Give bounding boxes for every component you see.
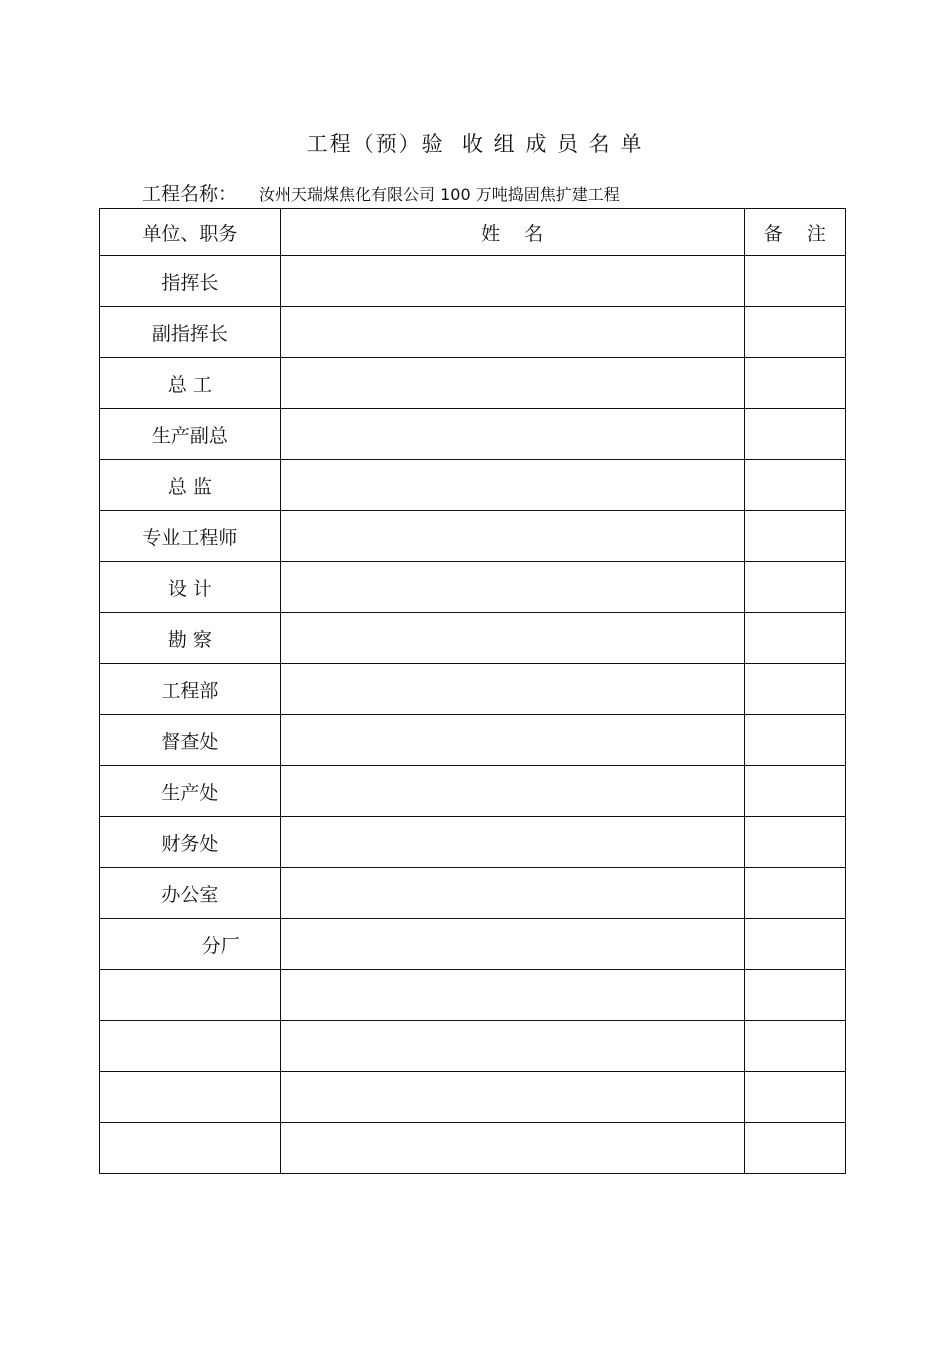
- table-row: [100, 664, 846, 715]
- role-cell: 副指挥长: [100, 307, 281, 358]
- role-cell: 指挥长: [100, 256, 281, 307]
- header-name: 姓 名: [280, 209, 744, 256]
- note-cell[interactable]: [744, 409, 845, 460]
- role-cell: 总 工: [100, 358, 281, 409]
- header-role: 单位、职务: [100, 209, 281, 256]
- name-cell[interactable]: [280, 562, 744, 613]
- note-cell[interactable]: [744, 511, 845, 562]
- note-cell[interactable]: [744, 358, 845, 409]
- name-cell[interactable]: [280, 256, 744, 307]
- table-row: [100, 460, 846, 511]
- note-cell[interactable]: [744, 460, 845, 511]
- note-cell[interactable]: [744, 715, 845, 766]
- role-cell: 设 计: [100, 562, 281, 613]
- document-title: 工程（预）验 收 组 成 员 名 单: [306, 132, 644, 156]
- role-cell: 工程部: [100, 664, 281, 715]
- header-note: 备 注: [744, 209, 845, 256]
- table-row: [100, 970, 846, 1021]
- name-cell[interactable]: [280, 1123, 744, 1174]
- role-cell: [100, 1123, 281, 1174]
- name-cell[interactable]: [280, 613, 744, 664]
- table-row: [100, 409, 846, 460]
- table-row: [100, 715, 846, 766]
- name-cell[interactable]: [280, 817, 744, 868]
- name-cell[interactable]: [280, 715, 744, 766]
- role-cell: 财务处: [100, 817, 281, 868]
- table-row: [100, 817, 846, 868]
- role-cell: 办公室: [100, 868, 281, 919]
- table-row: [100, 613, 846, 664]
- project-name-label: 工程名称：: [142, 183, 238, 205]
- name-cell[interactable]: [280, 358, 744, 409]
- note-cell[interactable]: [744, 868, 845, 919]
- table-row: [100, 307, 846, 358]
- member-roster-table: [99, 208, 846, 1174]
- name-cell[interactable]: [280, 1021, 744, 1072]
- note-cell[interactable]: [744, 1123, 845, 1174]
- table-row: [100, 868, 846, 919]
- role-cell: 督查处: [100, 715, 281, 766]
- note-cell[interactable]: [744, 1021, 845, 1072]
- note-cell[interactable]: [744, 562, 845, 613]
- note-cell[interactable]: [744, 1072, 845, 1123]
- note-cell[interactable]: [744, 664, 845, 715]
- note-cell[interactable]: [744, 817, 845, 868]
- name-cell[interactable]: [280, 1072, 744, 1123]
- table-header-row: [100, 209, 846, 256]
- name-cell[interactable]: [280, 664, 744, 715]
- note-cell[interactable]: [744, 613, 845, 664]
- name-cell[interactable]: [280, 307, 744, 358]
- role-cell: [100, 970, 281, 1021]
- role-cell: [100, 1072, 281, 1123]
- role-cell: 生产处: [100, 766, 281, 817]
- note-cell[interactable]: [744, 970, 845, 1021]
- note-cell[interactable]: [744, 919, 845, 970]
- table-row: [100, 562, 846, 613]
- role-cell: 专业工程师: [100, 511, 281, 562]
- note-cell[interactable]: [744, 766, 845, 817]
- table-row: [100, 919, 846, 970]
- table-row: [100, 1123, 846, 1174]
- name-cell[interactable]: [280, 919, 744, 970]
- role-cell: 分厂: [100, 919, 281, 970]
- role-cell: [100, 1021, 281, 1072]
- project-name-value: 汝州天瑞煤焦化有限公司 100 万吨捣固焦扩建工程: [259, 185, 620, 204]
- name-cell[interactable]: [280, 970, 744, 1021]
- table-row: [100, 1021, 846, 1072]
- role-cell: 勘 察: [100, 613, 281, 664]
- role-cell: 总 监: [100, 460, 281, 511]
- note-cell[interactable]: [744, 307, 845, 358]
- name-cell[interactable]: [280, 511, 744, 562]
- table-row: [100, 358, 846, 409]
- table-row: [100, 256, 846, 307]
- table-row: [100, 1072, 846, 1123]
- name-cell[interactable]: [280, 868, 744, 919]
- name-cell[interactable]: [280, 766, 744, 817]
- name-cell[interactable]: [280, 460, 744, 511]
- table-row: [100, 511, 846, 562]
- role-cell: 生产副总: [100, 409, 281, 460]
- table-row: [100, 766, 846, 817]
- project-line: [142, 179, 620, 206]
- name-cell[interactable]: [280, 409, 744, 460]
- note-cell[interactable]: [744, 256, 845, 307]
